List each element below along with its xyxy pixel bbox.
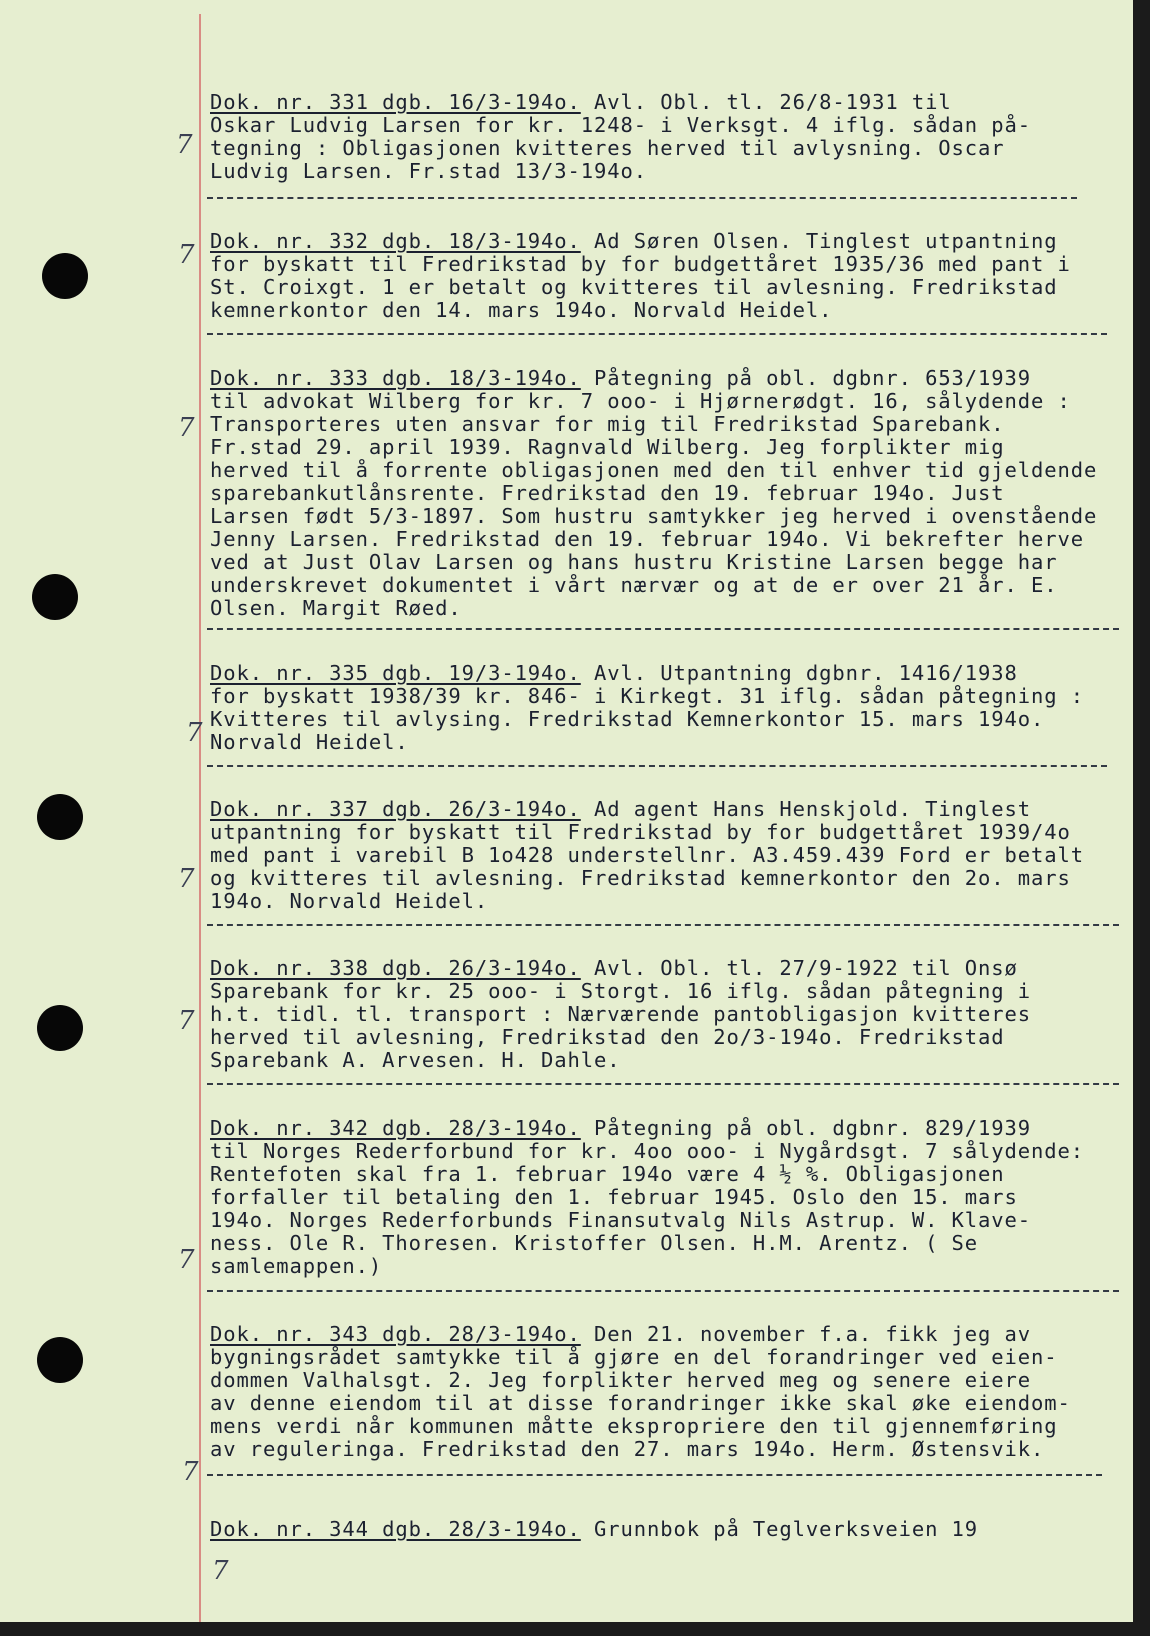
separator: [207, 1474, 1102, 1476]
entry-heading: Dok. nr. 344 dgb. 28/3-194o.: [210, 1517, 581, 1541]
entry-heading: Dok. nr. 342 dgb. 28/3-194o.: [210, 1116, 581, 1140]
separator: [207, 1290, 1119, 1292]
separator: [207, 333, 1107, 335]
entry-heading: Dok. nr. 343 dgb. 28/3-194o.: [210, 1322, 581, 1346]
entry-heading: Dok. nr. 335 dgb. 19/3-194o.: [210, 661, 581, 685]
entry-331: Dok. nr. 331 dgb. 16/3-194o. Avl. Obl. tl. 26/8-1931 til Oskar Ludvig Larsen for kr. 1248- i Verksgt. 4 iflg. sådan på- tegning : Obligasjonen kvitteres herved til avlysning. Oscar Ludvig Larsen. Fr.stad 13/3-194o.: [210, 90, 1032, 183]
margin-mark: 7: [186, 718, 203, 748]
punch-hole: [37, 794, 83, 840]
punch-hole: [32, 574, 78, 620]
entry-342: Dok. nr. 342 dgb. 28/3-194o. Påtegning på obl. dgbnr. 829/1939 til Norges Rederforbund for kr. 4oo ooo- i Nygårdsgt. 7 sålydende: Rentefoten skal fra 1. februar 194o være 4 ½ %. Obligasjonen forfaller til betaling den 1. februar 1945. Oslo den 15. mars 194o. Norges Rederforbunds Finansutvalg Nils Astrup. W. Klave- ness. Ole R. Thoresen. Kristoffer Olsen. H.M. Arentz. ( Se samlemappen.): [210, 1116, 1084, 1278]
entry-335: Dok. nr. 335 dgb. 19/3-194o. Avl. Utpantning dgbnr. 1416/1938 for byskatt 1938/39 kr. 846- i Kirkegt. 31 iflg. sådan påtegning : Kvitteres til avlysing. Fredrikstad Kemnerkontor 15. mars 194o. Norvald Heidel.: [210, 661, 1084, 754]
entry-heading: Dok. nr. 337 dgb. 26/3-194o.: [210, 797, 581, 821]
margin-rule: [199, 14, 201, 1622]
entry-heading: Dok. nr. 333 dgb. 18/3-194o.: [210, 366, 581, 390]
punch-hole: [42, 253, 88, 299]
entry-heading: Dok. nr. 338 dgb. 26/3-194o.: [210, 956, 581, 980]
entry-332: Dok. nr. 332 dgb. 18/3-194o. Ad Søren Olsen. Tinglest utpantning for byskatt til Fredrikstad by for budgettåret 1935/36 med pant i St. Croixgt. 1 er betalt og kvitteres til avlesning. Fredrikstad kemnerkontor den 14. mars 194o. Norvald Heidel.: [210, 229, 1071, 322]
separator: [207, 628, 1119, 630]
entry-333: Dok. nr. 333 dgb. 18/3-194o. Påtegning på obl. dgbnr. 653/1939 til advokat Wilberg for kr. 7 ooo- i Hjørnerødgt. 16, sålydende : Transporteres uten ansvar for mig til Fredrikstad Sparebank. Fr.stad 29. april 1939. Ragnvald Wilberg. Jeg forplikter mig herved til å forrente obligasjonen med den til enhver tid gjeldende sparebankutlånsrente. Fredrikstad den 19. februar 194o. Just Larsen født 5/3-1897. Som hustru samtykker jeg herved i ovenstående Jenny Larsen. Fredrikstad den 19. februar 194o. Vi bekrefter herve ved at Just Olav Larsen og hans hustru Kristine Larsen begge har underskrevet dokumentet i vårt nærvær og at de er over 21 år. E. Olsen. Margit Røed.: [210, 366, 1098, 620]
margin-mark: 7: [178, 240, 195, 270]
margin-mark: 7: [178, 864, 195, 894]
entry-343: Dok. nr. 343 dgb. 28/3-194o. Den 21. november f.a. fikk jeg av bygningsrådet samtykke til å gjøre en del forandringer ved eien- dommen Valhalsgt. 2. Jeg forplikter herved meg og senere eiere av denne eiendom til at disse forandringer ikke skal øke eiendom- mens verdi når kommunen måtte ekspropriere den til gjennemføring av reguleringa. Fredrikstad den 27. mars 194o. Herm. Østensvik.: [210, 1322, 1071, 1461]
margin-mark: 7: [176, 130, 193, 160]
entry-338: Dok. nr. 338 dgb. 26/3-194o. Avl. Obl. tl. 27/9-1922 til Onsø Sparebank for kr. 25 ooo- i Storgt. 16 iflg. sådan påtegning i h.t. tidl. tl. transport : Nærværende pantobligasjon kvitteres herved til avlesning, Fredrikstad den 2o/3-194o. Fredrikstad Sparebank A. Arvesen. H. Dahle.: [210, 956, 1032, 1072]
entry-heading: Dok. nr. 332 dgb. 18/3-194o.: [210, 229, 581, 253]
margin-mark: 7: [212, 1556, 229, 1586]
separator: [207, 1083, 1119, 1085]
entry-337: Dok. nr. 337 dgb. 26/3-194o. Ad agent Hans Henskjold. Tinglest utpantning for byskatt til Fredrikstad by for budgettåret 1939/4o med pant i varebil B 1o428 understellnr. A3.459.439 Ford er betalt og kvitteres til avlesning. Fredrikstad kemnerkontor den 2o. mars 194o. Norvald Heidel.: [210, 797, 1084, 913]
entry-heading: Dok. nr. 331 dgb. 16/3-194o.: [210, 90, 581, 114]
margin-mark: 7: [178, 1006, 195, 1036]
entry-344: Dok. nr. 344 dgb. 28/3-194o. Grunnbok på Teglverksveien 19: [210, 1517, 979, 1541]
separator: [207, 197, 1077, 199]
margin-mark: 7: [178, 1245, 195, 1275]
margin-mark: 7: [182, 1457, 199, 1487]
separator: [207, 924, 1119, 926]
punch-hole: [37, 1337, 83, 1383]
separator: [207, 765, 1107, 767]
margin-mark: 7: [178, 413, 195, 443]
punch-hole: [37, 1005, 83, 1051]
